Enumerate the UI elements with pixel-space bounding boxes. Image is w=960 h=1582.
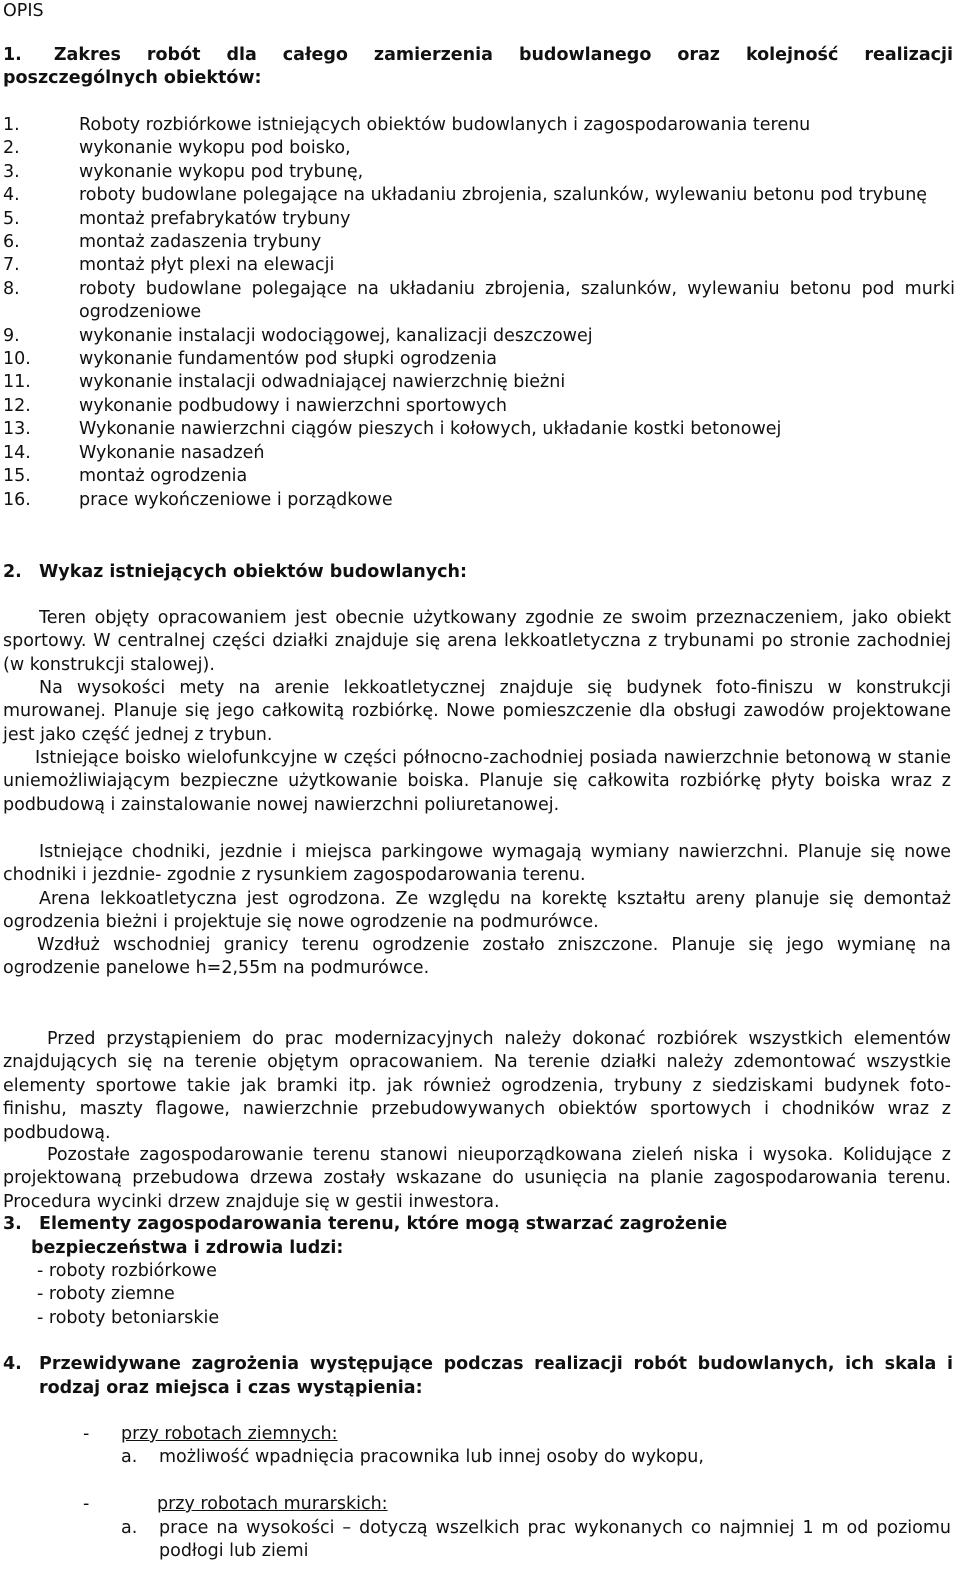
list-item: 8. roboty budowlane polegające na układaniu zbrojenia, szalunków, wylewaniu betonu pod murki ogrodzeniowe xyxy=(3,278,955,323)
section-3-title-line1: 3. Elementy zagospodarowania terenu, które mogą stwarzać zagrożenie xyxy=(3,1213,727,1236)
section-2-paragraph: Na wysokości mety na arenie lekkoatletycznej znajduje się budynek foto-finiszu w konstrukcji murowanej. Planuje się jego całkowitą rozbiórkę. Nowe pomieszczenie dla obsługi zawodów projektowane jest jako część jednej z trybun. xyxy=(3,678,951,745)
list-item: 7. montaż płyt plexi na elewacji xyxy=(3,255,335,276)
section-1-number: 1. xyxy=(3,45,22,65)
hazard-item: a. prace na wysokości – dotyczą wszelkich prac wykonanych co najmniej 1 m od poziomu podłogi lub ziemi xyxy=(121,1518,951,1562)
section-2-paragraph: Pozostałe zagospodarowanie terenu stanowi nieuporządkowana zieleń niska i wysoka. Kolidujące z projektowaną przebudowa drzewa zostały wskazane do usunięcia na planie zagospodarowania terenu. Procedura wycinki drzew znajduje się w gestii inwestora. xyxy=(3,1145,951,1212)
section-3-list xyxy=(37,1260,219,1330)
section-3-number: 3. xyxy=(3,1214,22,1234)
hazard-group-masonry: - przy robotach murarskich: xyxy=(83,1494,388,1514)
section-2-paragraph: Wzdłuż wschodniej granicy terenu ogrodzenie zostało zniszczone. Planuje się jego wymianę na ogrodzenie panelowe h=2,55m na podmurówce. xyxy=(3,935,951,979)
list-item: 13. Wykonanie nawierzchni ciągów pieszych i kołowych, układanie kostki betonowej xyxy=(3,419,782,440)
list-item: 14. Wykonanie nasadzeń xyxy=(3,442,265,463)
section-1-title-line1 xyxy=(3,44,953,67)
section-4-title-line2: rodzaj oraz miejsca i czas wystąpienia: xyxy=(39,1378,423,1398)
list-item: - roboty rozbiórkowe xyxy=(37,1261,217,1281)
section-1-title: Zakres robót dla całego zamierzenia budowlanego oraz kolejność realizacji xyxy=(53,45,953,65)
list-item: 12. wykonanie podbudowy i nawierzchni sportowych xyxy=(3,395,508,416)
section-3-title-line2: bezpieczeństwa i zdrowia ludzi: xyxy=(31,1238,344,1258)
list-item: 15. montaż ogrodzenia xyxy=(3,466,248,487)
section-2-paragraph: Istniejące chodniki, jezdnie i miejsca parkingowe wymagają wymiany nawierzchni. Planuje się nowe chodniki i jezdnie- zgodnie z rysunkiem zagospodarowania terenu. xyxy=(3,842,951,886)
list-item: 5. montaż prefabrykatów trybuny xyxy=(3,208,351,229)
hazard-group-earthworks: - przy robotach ziemnych: xyxy=(83,1424,338,1444)
list-item: - roboty betoniarskie xyxy=(37,1307,220,1328)
hazard-group-label: przy robotach murarskich: xyxy=(157,1494,388,1514)
list-item: 10. wykonanie fundamentów pod słupki ogrodzenia xyxy=(3,349,497,370)
section-2-paragraph: Teren objęty opracowaniem jest obecnie użytkowany zgodnie ze swoim przeznaczeniem, jako obiekt sportowy. W centralnej części działki znajduje się arena lekkoatletyczna z trybunami po stronie zachodniej (w konstrukcji stalowej). xyxy=(3,608,951,675)
document-heading: OPIS xyxy=(3,1,44,21)
list-item: - roboty ziemne xyxy=(37,1284,175,1305)
section-4-title-line1: 4. Przewidywane zagrożenia występujące podczas realizacji robót budowlanych, ich skala i xyxy=(3,1353,953,1376)
section-1-title-line2: poszczególnych obiektów: xyxy=(3,68,262,88)
list-item: 11. wykonanie instalacji odwadniającej nawierzchnię bieżni xyxy=(3,372,566,393)
section-4-number: 4. xyxy=(3,1354,22,1374)
list-item: 9. wykonanie instalacji wodociągowej, kanalizacji deszczowej xyxy=(3,325,593,346)
hazard-item: a. możliwość wpadnięcia pracownika lub innej osoby do wykopu, xyxy=(121,1447,704,1467)
section-2-title: 2. Wykaz istniejących obiektów budowlanych: xyxy=(3,561,467,584)
section-2-paragraph: Istniejące boisko wielofunkcyjne w części północno-zachodniej posiada nawierzchnie betonową w stanie uniemożliwiającym bezpieczne użytkowanie boiska. Planuje się całkowita rozbiórkę płyty boiska wraz z podbudową i zainstalowanie nowej nawierzchni poliuretanowej. xyxy=(3,748,951,815)
list-item: 1. Roboty rozbiórkowe istniejących obiektów budowlanych i zagospodarowania terenu xyxy=(3,115,811,135)
list-item: 2. wykonanie wykopu pod boisko, xyxy=(3,138,351,159)
list-item: 16. prace wykończeniowe i porządkowe xyxy=(3,489,393,510)
list-item: 6. montaż zadaszenia trybuny xyxy=(3,232,322,253)
section-2-number: 2. xyxy=(3,562,22,582)
section-2-paragraph: Arena lekkoatletyczna jest ogrodzona. Ze względu na korektę kształtu areny planuje się demontaż ogrodzenia bieżni i projektuje się nowe ogrodzenie na podmurówce. xyxy=(3,889,951,933)
section-2-paragraph: Przed przystąpieniem do prac modernizacyjnych należy dokonać rozbiórek wszystkich elementów znajdujących się na terenie objętym opracowaniem. Na terenie działki należy zdemontować wszystkie elementy sportowe takie jak bramki itp. jak również ogrodzenia, trybuny z siedziskami budynek foto-finishu, maszty flagowe, nawierzchnie przebudowywanych obiektów sportowych i chodników wraz z podbudową. xyxy=(3,1029,951,1143)
list-item: 3. wykonanie wykopu pod trybunę, xyxy=(3,161,364,182)
list-item: 4. roboty budowlane polegające na układaniu zbrojenia, szalunków, wylewaniu betonu pod trybunę xyxy=(3,185,928,206)
hazard-group-label: przy robotach ziemnych: xyxy=(121,1424,338,1444)
section-1-list xyxy=(3,114,955,512)
